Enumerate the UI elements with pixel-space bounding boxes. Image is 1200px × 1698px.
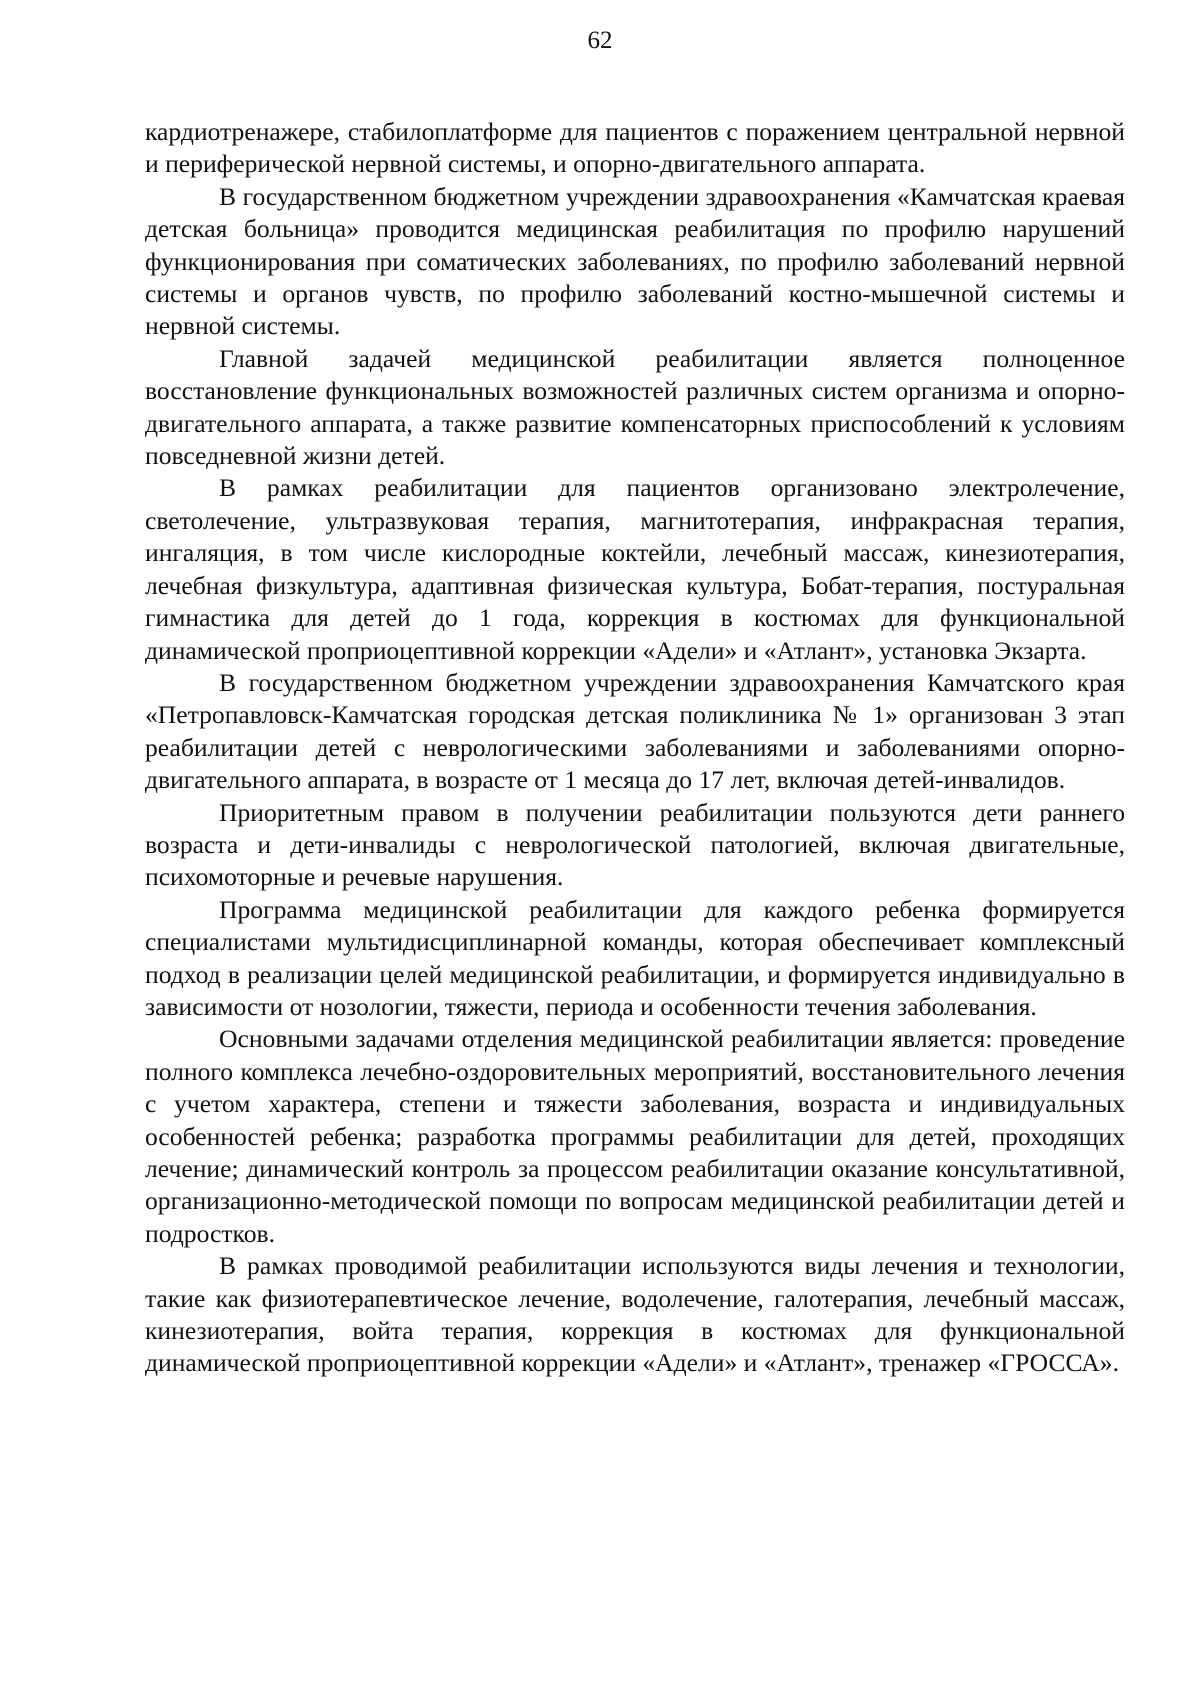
paragraph-main-task: Главной задачей медицинской реабилитации является полноценное восстановление функциональных возможностей различных систем организма и опорно-двигательного аппарата, а также развитие компенсаторных приспособлений к условиям повседневной жизни детей. xyxy=(145,343,1125,471)
paragraph-continuation: кардиотренажере, стабилоплатформе для пациентов с поражением центральной нервной и периферической нервной системы, и опорно-двигательного аппарата. xyxy=(145,117,1125,179)
paragraph-rehab-program: Программа медицинской реабилитации для каждого ребенка формируется специалистами мультидисциплинарной команды, которая обеспечивает комплексный подход в реализации целей медицинской реабилитации, и формируется индивидуально в зависимости от нозологии, тяжести, периода и особенности течения заболевания. xyxy=(145,894,1125,1021)
paragraph-kamchatka-childrens-hospital: В государственном бюджетном учреждении здравоохранения «Камчатская краевая детская больница» проводится медицинская реабилитация по профилю нарушений функционирования при соматических заболеваниях, по профилю заболеваний нервной системы и органов чувств, по профилю заболеваний костно-мышечной системы и нервной системы. xyxy=(145,181,1125,341)
document-body xyxy=(145,116,1125,1380)
paragraph-department-tasks: Основными задачами отделения медицинской реабилитации является: проведение полного комплекса лечебно-оздоровительных мероприятий, восстановительного лечения с учетом характера, степени и тяжести заболевания, возраста и индивидуальных особенностей ребенка; разработка программы реабилитации для детей, проходящих лечение; динамический контроль за процессом реабилитации оказание консультативной, организационно-методической помощи по вопросам медицинской реабилитации детей и подростков. xyxy=(145,1024,1125,1248)
paragraph-priority-right: Приоритетным правом в получении реабилитации пользуются дети раннего возраста и дети-инвалиды с неврологической патологией, включая двигательные, психомоторные и речевые нарушения. xyxy=(145,797,1125,892)
page-number: 62 xyxy=(587,27,613,54)
paragraph-polyclinic-no1: В государственном бюджетном учреждении здравоохранения Камчатского края «Петропавловск-Камчатская городская детская поликлиника № 1» организован 3 этап реабилитации детей с неврологическими заболеваниями и заболеваниями опорно-двигательного аппарата, в возрасте от 1 месяца до 17 лет, включая детей-инвалидов. xyxy=(145,667,1125,795)
paragraph-rehab-methods: В рамках реабилитации для пациентов организовано электролечение, светолечение, ультразвуковая терапия, магнитотерапия, инфракрасная терапия, ингаляция, в том числе кислородные коктейли, лечебный массаж, кинезиотерапия, лечебная физкультура, адаптивная физическая культура, Бобат-терапия, постуральная гимнастика для детей до 1 года, коррекция в костюмах для функциональной динамической проприоцептивной коррекции «Адели» и «Атлант», установка Экзарта. xyxy=(145,473,1125,665)
paragraph-treatment-types: В рамках проводимой реабилитации используются виды лечения и технологии, такие как физиотерапевтическое лечение, водолечение, галотерапия, лечебный массаж, кинезиотерапия, войта терапия, коррекция в костюмах для функциональной динамической проприоцептивной коррекции «Адели» и «Атлант», тренажер «ГРОССА». xyxy=(145,1251,1125,1378)
